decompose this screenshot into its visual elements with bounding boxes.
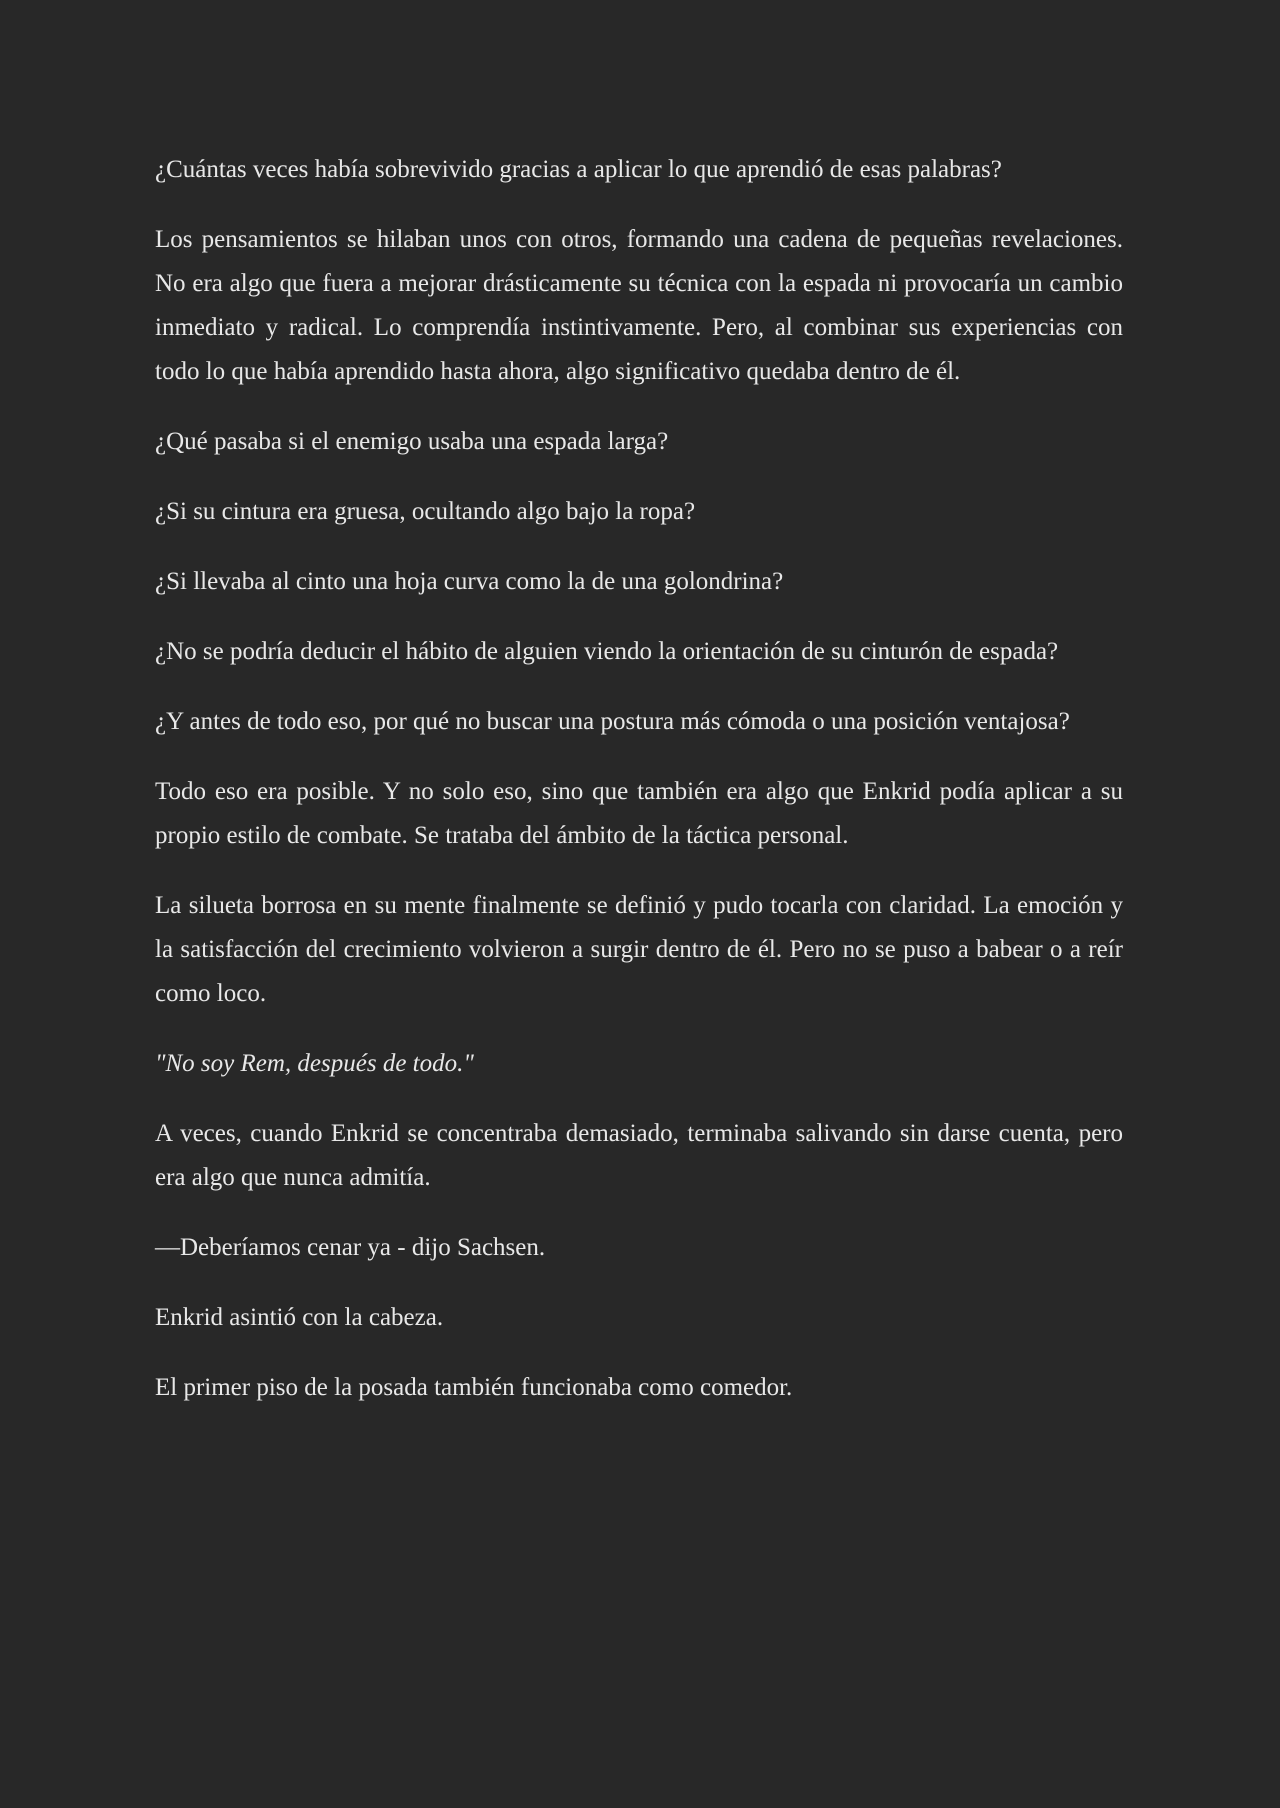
paragraph: ¿Y antes de todo eso, por qué no buscar una postura más cómoda o una posición ventajosa? xyxy=(155,708,1070,735)
paragraph: ¿Qué pasaba si el enemigo usaba una espada larga? xyxy=(155,428,669,455)
thought-quote: "No soy Rem, después de todo." xyxy=(155,1050,474,1077)
paragraph: Enkrid asintió con la cabeza. xyxy=(155,1304,444,1331)
paragraph: ¿Cuántas veces había sobrevivido gracias a aplicar lo que aprendió de esas palabras? xyxy=(155,156,1002,183)
reader-page xyxy=(155,148,1123,1436)
paragraph: ¿No se podría deducir el hábito de alguien viendo la orientación de su cinturón de espada? xyxy=(155,638,1059,665)
dialogue-line: —Deberíamos cenar ya - dijo Sachsen. xyxy=(155,1234,546,1261)
paragraph: ¿Si su cintura era gruesa, ocultando algo bajo la ropa? xyxy=(155,498,696,525)
paragraph: La silueta borrosa en su mente finalmente se definió y pudo tocarla con claridad. La emoción y la satisfacción del crecimiento volvieron a surgir dentro de él. Pero no se puso a babear o a reír como loco. xyxy=(155,892,1123,1007)
paragraph: ¿Si llevaba al cinto una hoja curva como la de una golondrina? xyxy=(155,568,784,595)
paragraph: Los pensamientos se hilaban unos con otros, formando una cadena de pequeñas revelaciones. No era algo que fuera a mejorar drásticamente su técnica con la espada ni provocaría un cambio inmediato y radical. Lo comprendía instintivamente. Pero, al combinar sus experiencias con todo lo que había aprendido hasta ahora, algo significativo quedaba dentro de él. xyxy=(155,226,1123,385)
paragraph: Todo eso era posible. Y no solo eso, sino que también era algo que Enkrid podía aplicar a su propio estilo de combate. Se trataba del ámbito de la táctica personal. xyxy=(155,778,1123,849)
paragraph: A veces, cuando Enkrid se concentraba demasiado, terminaba salivando sin darse cuenta, pero era algo que nunca admitía. xyxy=(155,1120,1123,1191)
paragraph: El primer piso de la posada también funcionaba como comedor. xyxy=(155,1374,793,1401)
